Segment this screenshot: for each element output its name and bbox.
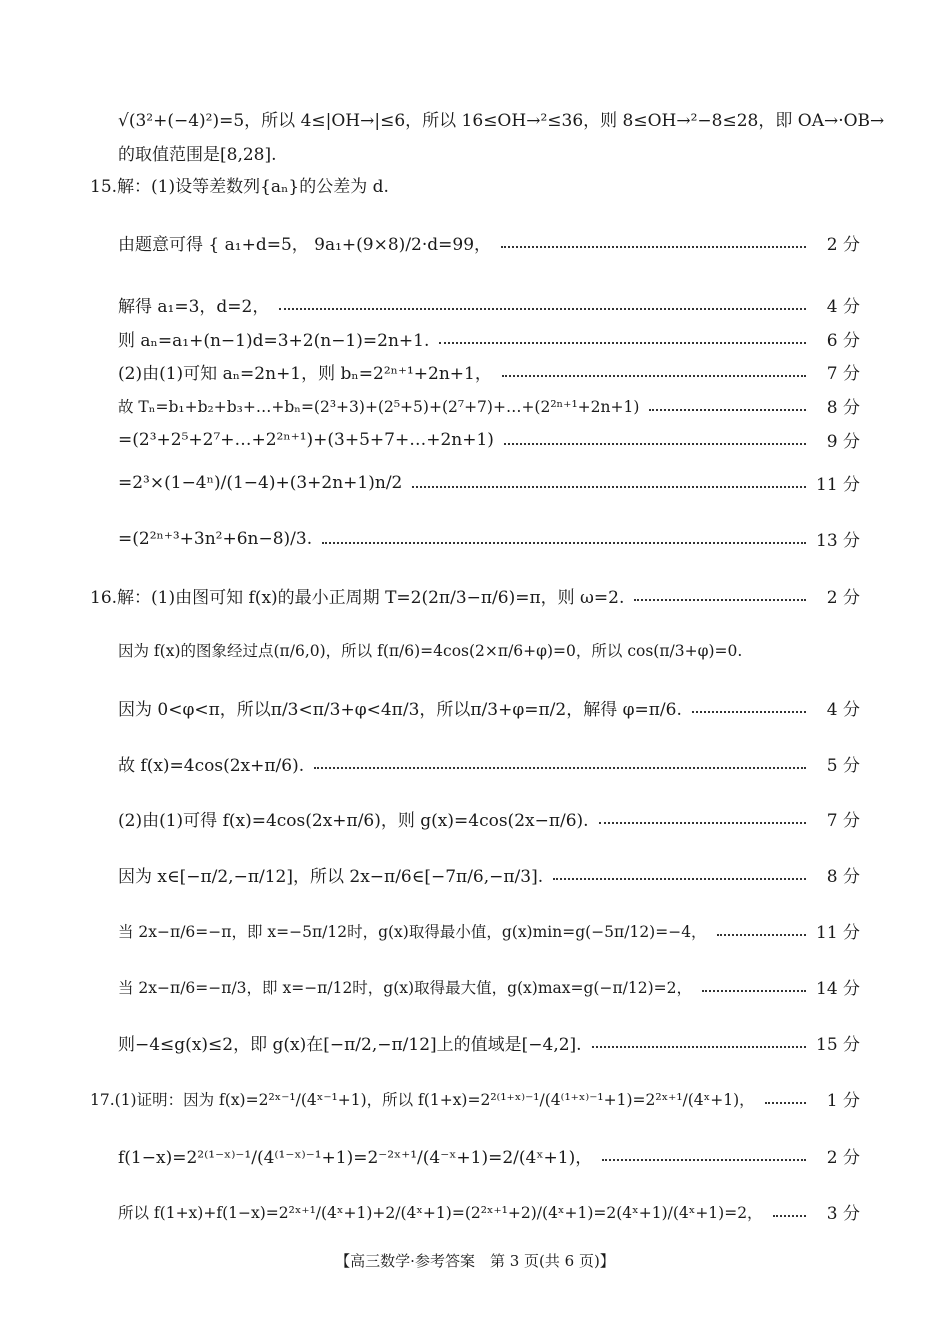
score: 5 分 bbox=[826, 756, 860, 776]
score: 7 分 bbox=[826, 364, 860, 384]
line-17 bbox=[118, 918, 860, 943]
line-14 bbox=[118, 751, 860, 776]
line-text: =2³×(1−4ⁿ)/(1−4)+(3+2n+1)n/2 bbox=[118, 472, 403, 493]
score: 13 分 bbox=[816, 531, 861, 551]
score: 2 分 bbox=[826, 235, 860, 255]
line-2 bbox=[90, 172, 860, 197]
line-11 bbox=[90, 583, 860, 608]
leader-dots bbox=[765, 1102, 806, 1104]
score: 7 分 bbox=[826, 811, 860, 831]
line-6 bbox=[118, 359, 860, 384]
leader-dots bbox=[314, 767, 806, 769]
line-13 bbox=[118, 695, 860, 720]
leader-dots bbox=[649, 409, 806, 411]
line-text: =(2²ⁿ⁺³+3n²+6n−8)/3. bbox=[118, 528, 313, 549]
line-text: (2)由(1)可得 f(x)=4cos(2x+π/6)，则 g(x)=4cos(2x−π/6). bbox=[118, 811, 589, 831]
line-text: √(3²+(−4)²)=5，所以 4≤|OH→|≤6，所以 16≤OH→²≤36，则 8≤OH→²−8≤28，即 OA→·OB→ bbox=[118, 111, 885, 131]
leader-dots bbox=[504, 443, 806, 445]
line-text: 因为 0<φ<π，所以π/3<π/3+φ<4π/3，所以π/3+φ=π/2，解得 φ=π/6. bbox=[118, 700, 682, 720]
score: 11 分 bbox=[816, 475, 861, 495]
line-text: 15.解：(1)设等差数列{aₙ}的公差为 d. bbox=[90, 177, 389, 197]
line-8 bbox=[118, 427, 860, 452]
score: 9 分 bbox=[826, 432, 860, 452]
line-text: =(2³+2⁵+2⁷+…+2²ⁿ⁺¹)+(3+5+7+…+2n+1) bbox=[118, 429, 494, 450]
line-9 bbox=[118, 470, 860, 495]
leader-dots bbox=[692, 711, 806, 713]
line-text: 则−4≤g(x)≤2，即 g(x)在[−π/2,−π/12]上的值域是[−4,2]. bbox=[118, 1035, 582, 1055]
line-20 bbox=[90, 1086, 860, 1111]
line-text: 解得 a₁=3，d=2， bbox=[118, 297, 270, 317]
line-text: 当 2x−π/6=−π/3，即 x=−π/12时，g(x)取得最大值，g(x)max=g(−π/12)=2， bbox=[118, 978, 692, 997]
score: 8 分 bbox=[826, 398, 860, 418]
line-1 bbox=[118, 140, 860, 165]
leader-dots bbox=[702, 990, 806, 992]
line-text: 因为 f(x)的图象经过点(π/6,0)，所以 f(π/6)=4cos(2×π/6+φ)=0，所以 cos(π/3+φ)=0. bbox=[118, 642, 743, 660]
score: 3 分 bbox=[826, 1204, 860, 1224]
line-4 bbox=[118, 292, 860, 317]
line-22 bbox=[118, 1199, 860, 1224]
score: 6 分 bbox=[826, 331, 860, 351]
line-text: 所以 f(1+x)+f(1−x)=2²ˣ⁺¹/(4ˣ+1)+2/(4ˣ+1)=(2²ˣ⁺¹+2)/(4ˣ+1)=2(4ˣ+1)/(4ˣ+1)=2， bbox=[118, 1203, 763, 1222]
leader-dots bbox=[502, 375, 806, 377]
line-12 bbox=[118, 639, 860, 661]
leader-dots bbox=[501, 246, 806, 248]
line-text: 由题意可得 { a₁+d=5， 9a₁+(9×8)/2·d=99， bbox=[118, 235, 492, 255]
line-text: 17.(1)证明：因为 f(x)=2²ˣ⁻¹/(4ˣ⁻¹+1)，所以 f(1+x)=2²⁽¹⁺ˣ⁾⁻¹/(4⁽¹⁺ˣ⁾⁻¹+1)=2²ˣ⁺¹/(4ˣ+1)， bbox=[90, 1090, 755, 1109]
score: 8 分 bbox=[826, 867, 860, 887]
line-0 bbox=[118, 106, 885, 131]
score: 14 分 bbox=[816, 979, 861, 999]
score: 2 分 bbox=[826, 1148, 860, 1168]
line-7 bbox=[118, 393, 860, 418]
line-text: f(1−x)=2²⁽¹⁻ˣ⁾⁻¹/(4⁽¹⁻ˣ⁾⁻¹+1)=2⁻²ˣ⁺¹/(4⁻ˣ+1)=2/(4ˣ+1)， bbox=[118, 1148, 593, 1168]
score: 4 分 bbox=[826, 700, 860, 720]
line-18 bbox=[118, 974, 860, 999]
leader-dots bbox=[634, 599, 806, 601]
line-text: 16.解：(1)由图可知 f(x)的最小正周期 T=2(2π/3−π/6)=π，则 ω=2. bbox=[90, 588, 625, 608]
page-footer: 【高三数学·参考答案 第 3 页(共 6 页)】 bbox=[335, 1252, 615, 1270]
line-10 bbox=[118, 526, 860, 551]
line-15 bbox=[118, 806, 860, 831]
score: 4 分 bbox=[826, 297, 860, 317]
leader-dots bbox=[439, 342, 806, 344]
leader-dots bbox=[279, 308, 806, 310]
line-19 bbox=[118, 1030, 860, 1055]
line-text: 故 f(x)=4cos(2x+π/6). bbox=[118, 756, 305, 776]
leader-dots bbox=[553, 878, 806, 880]
leader-dots bbox=[602, 1159, 806, 1161]
line-text: 因为 x∈[−π/2,−π/12]，所以 2x−π/6∈[−7π/6,−π/3]. bbox=[118, 867, 544, 887]
line-text: 的取值范围是[8,28]. bbox=[118, 145, 277, 165]
line-text: 故 Tₙ=b₁+b₂+b₃+…+bₙ=(2³+3)+(2⁵+5)+(2⁷+7)+…+(2²ⁿ⁺¹+2n+1) bbox=[118, 397, 640, 416]
leader-dots bbox=[322, 542, 806, 544]
leader-dots bbox=[599, 822, 806, 824]
score: 15 分 bbox=[816, 1035, 861, 1055]
leader-dots bbox=[592, 1046, 806, 1048]
line-5 bbox=[118, 326, 860, 351]
line-text: 当 2x−π/6=−π，即 x=−5π/12时，g(x)取得最小值，g(x)min=g(−5π/12)=−4， bbox=[118, 922, 707, 941]
leader-dots bbox=[773, 1215, 806, 1217]
leader-dots bbox=[717, 934, 806, 936]
line-16 bbox=[118, 862, 860, 887]
score: 1 分 bbox=[826, 1091, 860, 1111]
line-21 bbox=[118, 1143, 860, 1168]
leader-dots bbox=[412, 486, 806, 488]
line-3 bbox=[118, 230, 860, 255]
score: 11 分 bbox=[816, 923, 861, 943]
line-text: (2)由(1)可知 aₙ=2n+1，则 bₙ=2²ⁿ⁺¹+2n+1， bbox=[118, 364, 492, 384]
score: 2 分 bbox=[826, 588, 860, 608]
line-text: 则 aₙ=a₁+(n−1)d=3+2(n−1)=2n+1. bbox=[118, 331, 430, 351]
